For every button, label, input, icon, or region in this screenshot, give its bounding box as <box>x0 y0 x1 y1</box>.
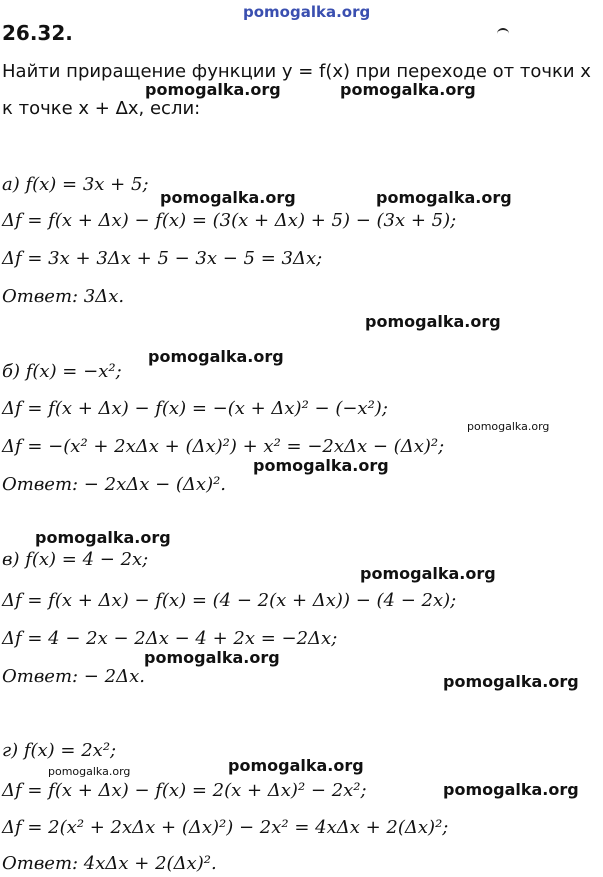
watermark: pomogalka.org <box>228 756 364 775</box>
part-b-step-2: Δf = −(x² + 2xΔx + (Δx)²) + x² = −2xΔx − (Δx)²; <box>2 436 445 457</box>
part-g-step-1: Δf = f(x + Δx) − f(x) = 2(x + Δx)² − 2x²; <box>2 780 367 801</box>
part-b-definition: б) f(x) = −x²; <box>2 361 122 382</box>
part-g-answer: Ответ: 4xΔx + 2(Δx)². <box>2 853 217 874</box>
part-g-definition: г) f(x) = 2x²; <box>2 740 117 761</box>
watermark: pomogalka.org <box>35 528 171 547</box>
part-a-definition: а) f(x) = 3x + 5; <box>2 174 149 195</box>
site-watermark-top: pomogalka.org <box>243 3 371 21</box>
part-a-step-2: Δf = 3x + 3Δx + 5 − 3x − 5 = 3Δx; <box>2 248 323 269</box>
part-v-definition: в) f(x) = 4 − 2x; <box>2 549 149 570</box>
part-v-answer: Ответ: − 2Δx. <box>2 666 145 687</box>
part-a-answer: Ответ: 3Δx. <box>2 286 125 307</box>
watermark: pomogalka.org <box>253 456 389 475</box>
decorative-mark <box>497 28 509 36</box>
part-b-step-1: Δf = f(x + Δx) − f(x) = −(x + Δx)² − (−x²); <box>2 398 388 419</box>
watermark: pomogalka.org <box>443 672 579 691</box>
watermark: pomogalka.org <box>365 312 501 331</box>
part-b-answer: Ответ: − 2xΔx − (Δx)². <box>2 474 227 495</box>
part-v-step-2: Δf = 4 − 2x − 2Δx − 4 + 2x = −2Δx; <box>2 628 338 649</box>
watermark: pomogalka.org <box>467 420 550 433</box>
watermark: pomogalka.org <box>48 765 131 778</box>
watermark: pomogalka.org <box>160 188 296 207</box>
watermark: pomogalka.org <box>443 780 579 799</box>
watermark: pomogalka.org <box>360 564 496 583</box>
part-g-step-2: Δf = 2(x² + 2xΔx + (Δx)²) − 2x² = 4xΔx + 2(Δx)²; <box>2 817 449 838</box>
part-v-step-1: Δf = f(x + Δx) − f(x) = (4 − 2(x + Δx)) − (4 − 2x); <box>2 590 457 611</box>
watermark: pomogalka.org <box>144 648 280 667</box>
problem-text-line-2: к точке x + Δx, если: <box>2 98 201 119</box>
watermark: pomogalka.org <box>145 80 281 99</box>
watermark: pomogalka.org <box>340 80 476 99</box>
watermark: pomogalka.org <box>376 188 512 207</box>
problem-text-line-1: Найти приращение функции y = f(x) при переходе от точки x <box>2 61 591 82</box>
exercise-number: 26.32. <box>2 21 73 45</box>
watermark: pomogalka.org <box>148 347 284 366</box>
part-a-step-1: Δf = f(x + Δx) − f(x) = (3(x + Δx) + 5) − (3x + 5); <box>2 210 457 231</box>
